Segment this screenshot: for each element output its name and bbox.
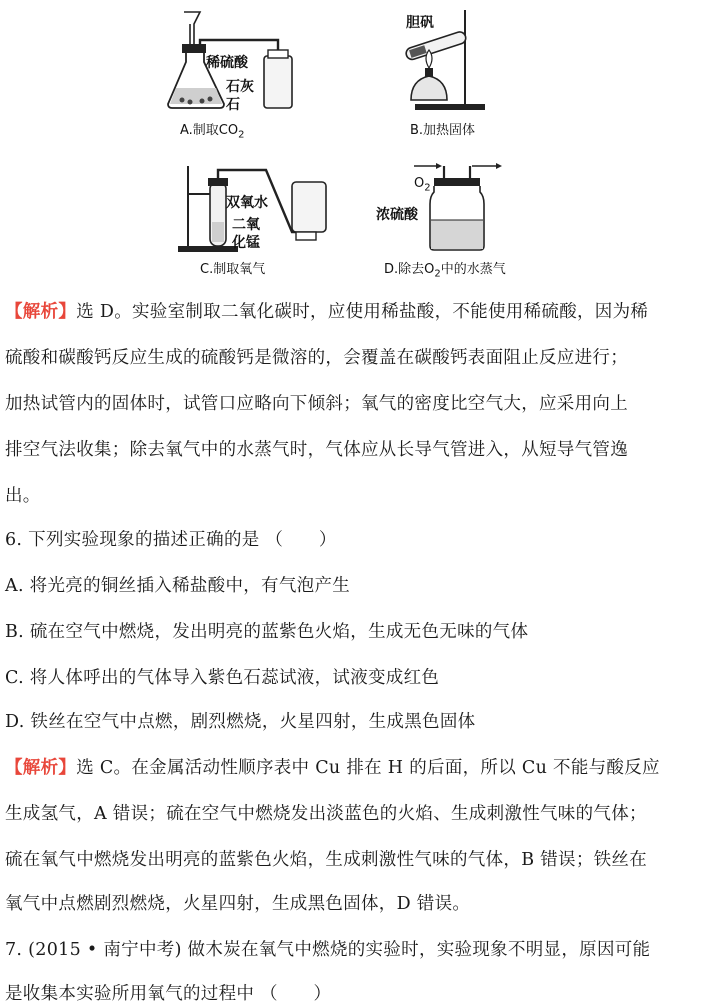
- caption-d: [384, 258, 506, 280]
- question6-option-a: A. 将光亮的铜丝插入稀盐酸中，有气泡产生: [5, 576, 351, 596]
- label-concentrated-sulfuric-acid: 浓硫酸: [376, 207, 418, 223]
- label-limestone-1: 石灰: [226, 79, 254, 95]
- analysis1-line4: 排空气法收集；除去氧气中的水蒸气时，气体应从长导气管进入，从短导气管逸: [5, 440, 628, 460]
- caption-c: C.制取氧气: [200, 262, 266, 277]
- question6-option-d: D. 铁丝在空气中点燃，剧烈燃烧，火星四射，生成黑色固体: [5, 712, 476, 732]
- question7-line2: 是收集本实验所用氧气的过程中 （ ）: [5, 984, 332, 1004]
- label-dilute-sulfuric-acid: 稀硫酸: [206, 55, 248, 71]
- caption-d-sub: 2: [434, 268, 441, 280]
- caption-a-text: A.制取CO: [180, 123, 239, 138]
- figure-d-drying-apparatus: [410, 160, 520, 256]
- caption-b: B.加热固体: [410, 123, 476, 138]
- label-oxygen-inlet: [414, 176, 431, 194]
- analysis2-line1: [5, 756, 660, 780]
- caption-d-text: D.除去O: [384, 262, 435, 277]
- question6-option-c: C. 将人体呼出的气体导入紫色石蕊试液，试液变成红色: [5, 668, 440, 688]
- drying-apparatus-drawing: [410, 160, 520, 256]
- label-oxygen-text: O: [414, 176, 425, 191]
- analysis2-tag: 【解析】: [5, 758, 77, 778]
- label-blue-vitriol: 胆矾: [406, 15, 434, 31]
- caption-a-sub: 2: [238, 129, 245, 141]
- analysis1-line2: 硫酸和碳酸钙反应生成的硫酸钙是微溶的，会覆盖在碳酸钙表面阻止反应进行；: [5, 348, 628, 368]
- analysis2-line3: 硫在氧气中燃烧发出明亮的蓝紫色火焰，生成刺激性气味的气体，B 错误；铁丝在: [5, 850, 648, 870]
- label-hydrogen-peroxide: 双氧水: [226, 195, 268, 211]
- analysis1-line3: 加热试管内的固体时，试管口应略向下倾斜；氧气的密度比空气大，应采用向上: [5, 394, 628, 414]
- caption-d-text-post: 中的水蒸气: [440, 262, 506, 277]
- analysis2-line2: 生成氢气，A 错误；硫在空气中燃烧发出淡蓝色的火焰、生成刺激性气味的气体；: [5, 804, 647, 824]
- label-manganese-dioxide-2: 化锰: [232, 235, 260, 251]
- label-oxygen-sub: 2: [424, 182, 431, 194]
- analysis1-tag: 【解析】: [5, 302, 77, 322]
- analysis1-line5: 出。: [5, 486, 41, 506]
- label-manganese-dioxide-1: 二氧: [232, 217, 260, 233]
- label-limestone-2: 石: [226, 97, 240, 113]
- caption-a: [180, 119, 244, 141]
- question7-line1: 7. (2015 • 南宁中考) 做木炭在氧气中燃烧的实验时，实验现象不明显，原因可能: [5, 940, 651, 960]
- analysis2-line1-text: 选 C。在金属活动性顺序表中 Cu 排在 H 的后面，所以 Cu 不能与酸反应: [76, 758, 660, 778]
- analysis1-line1: [5, 300, 648, 324]
- analysis2-line4: 氧气中点燃剧烈燃烧，火星四射，生成黑色固体，D 错误。: [5, 894, 471, 914]
- question6-option-b: B. 硫在空气中燃烧，发出明亮的蓝紫色火焰，生成无色无味的气体: [5, 622, 529, 642]
- analysis1-line1-text: 选 D。实验室制取二氧化碳时，应使用稀盐酸，不能使用稀硫酸，因为稀: [76, 302, 649, 322]
- question6-stem: 6. 下列实验现象的描述正确的是 （ ）: [5, 530, 337, 550]
